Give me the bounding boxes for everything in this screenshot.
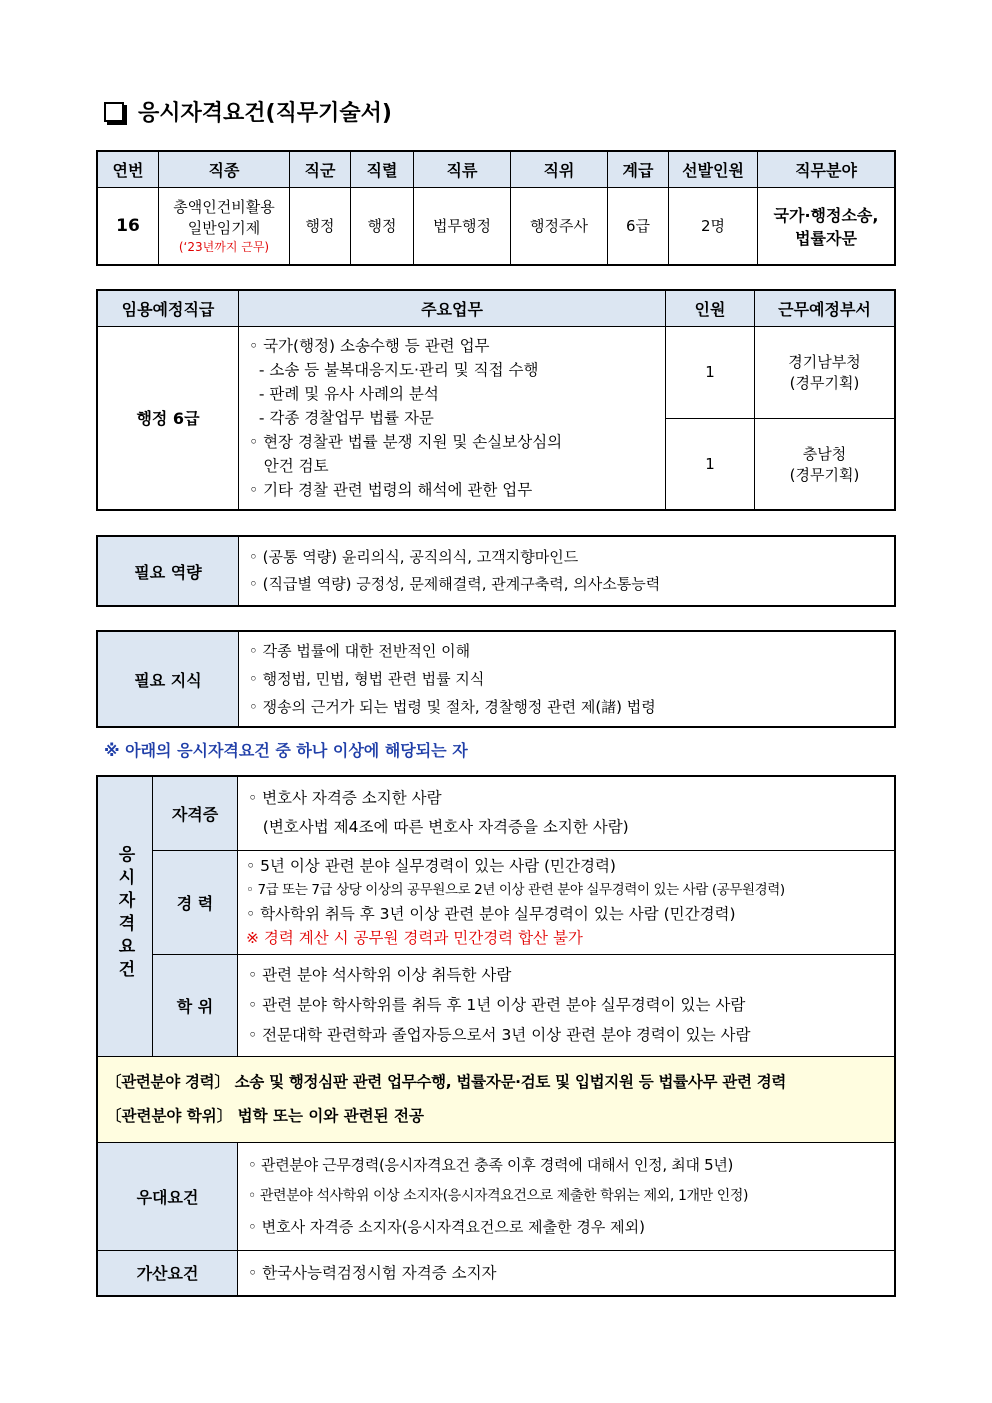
cell-duties	[239, 326, 666, 510]
career-items	[238, 850, 896, 954]
duty-item: - 소송 등 불복대응지도·관리 및 직접 수행	[249, 360, 539, 379]
header-type: 직종	[159, 151, 290, 187]
duty-item: - 판례 및 유사 사례의 분석	[249, 384, 439, 403]
qualification-label-text: 응시자격요건	[114, 845, 135, 984]
related-career: 〔관련분야 경력〕 소송 및 행정심판 관련 업무수행, 법률자문·검토 및 입법지원 등 법률사무 관련 경력	[106, 1073, 787, 1091]
cell-series: 행정	[351, 187, 414, 265]
license-label: 자격증	[153, 776, 238, 850]
preference-items	[238, 1142, 896, 1250]
knowledge-item: ◦ 각종 법률에 대한 전반적인 이해	[249, 642, 471, 660]
checkbox-icon	[104, 102, 124, 122]
qualification-note: ※ 아래의 응시자격요건 중 하나 이상에 해당되는 자	[104, 741, 468, 760]
preference-item: ◦ 변호사 자격증 소지자(응시자격요건으로 제출한 경우 제외)	[248, 1217, 645, 1236]
cell-appoint-grade: 행정 6급	[97, 326, 239, 510]
career-item: ◦ 5년 이상 관련 분야 실무경력이 있는 사람 (민간경력)	[246, 857, 616, 875]
duty-item: ◦ 국가(행정) 소송수행 등 관련 업무	[249, 336, 490, 355]
page-title-text: 응시자격요건(직무기술서)	[138, 101, 392, 126]
header-series: 직렬	[351, 151, 414, 187]
dept2-line1: 충남청	[802, 444, 847, 463]
duty-item: 안건 검토	[249, 456, 329, 475]
degree-items	[238, 954, 896, 1056]
header-grade: 계급	[608, 151, 669, 187]
cell-no: 16	[97, 187, 159, 265]
career-item: ◦ 7급 또는 7급 상당 이상의 공무원으로 2년 이상 관련 분야 실무경력이 있는 사람 (공무원경력)	[246, 882, 785, 898]
type-line1: 총액인건비활용	[173, 198, 275, 217]
duty-table	[96, 289, 896, 511]
bonus-item: ◦ 한국사능력검정시험 자격증 소지자	[248, 1263, 497, 1282]
degree-label: 학 위	[153, 954, 238, 1056]
cell-position: 행정주사	[511, 187, 608, 265]
type-note: (‘23년까지 근무)	[178, 240, 270, 255]
qualification-label	[97, 776, 153, 1056]
page-title	[104, 96, 392, 127]
cell-type	[159, 187, 290, 265]
field-line1: 국가·행정소송,	[773, 205, 879, 225]
type-line2: 일반임기제	[187, 219, 261, 238]
preference-item: ◦ 관련분야 석사학위 이상 소지자(응시자격요건으로 제출한 학위는 제외, 1개만 인정)	[248, 1187, 749, 1204]
cell-grade: 6급	[608, 187, 669, 265]
cell-count: 2명	[669, 187, 758, 265]
cell-group: 행정	[290, 187, 351, 265]
knowledge-table	[96, 630, 896, 728]
duty-item: ◦ 현장 경찰관 법률 분쟁 지원 및 손실보상심의	[249, 432, 563, 451]
header-duties: 주요업무	[239, 290, 666, 326]
header-field: 직무분야	[758, 151, 896, 187]
duty-item: ◦ 기타 경찰 관련 법령의 해석에 관한 업무	[249, 480, 533, 499]
header-no: 연번	[97, 151, 159, 187]
career-label: 경 력	[153, 850, 238, 954]
competency-label: 필요 역량	[97, 536, 239, 606]
bonus-items	[238, 1250, 896, 1296]
related-degree: 〔관련분야 학위〕 법학 또는 이와 관련된 전공	[106, 1107, 424, 1125]
license-item: ◦ 변호사 자격증 소지한 사람	[248, 789, 442, 808]
position-table	[96, 150, 896, 266]
header-count: 선발인원	[669, 151, 758, 187]
knowledge-item: ◦ 행정법, 민법, 형법 관련 법률 지식	[249, 670, 485, 688]
degree-item: ◦ 관련 분야 학사학위를 취득 후 1년 이상 관련 분야 실무경력이 있는 사람	[248, 996, 746, 1014]
competency-table	[96, 535, 896, 607]
competency-item: ◦ (직급별 역량) 긍정성, 문제해결력, 관계구축력, 의사소통능력	[249, 575, 661, 593]
qualification-table	[96, 775, 896, 1297]
bonus-label: 가산요건	[97, 1250, 238, 1296]
header-group: 직군	[290, 151, 351, 187]
career-warning: ※ 경력 계산 시 공무원 경력과 민간경력 합산 불가	[246, 929, 583, 947]
competency-items	[239, 536, 896, 606]
header-position: 직위	[511, 151, 608, 187]
duty-item: - 각종 경찰업무 법률 자문	[249, 408, 434, 427]
license-item: (변호사법 제4조에 따른 변호사 자격증을 소지한 사람)	[248, 818, 629, 837]
preference-label: 우대요건	[97, 1142, 238, 1250]
header-persons: 인원	[666, 290, 755, 326]
knowledge-label: 필요 지식	[97, 631, 239, 727]
cell-class: 법무행정	[414, 187, 511, 265]
dept2-line2: (경무기획)	[789, 465, 860, 484]
preference-item: ◦ 관련분야 근무경력(응시자격요건 충족 이후 경력에 대해서 인정, 최대 5년)	[248, 1155, 734, 1174]
cell-dept2	[755, 418, 896, 510]
cell-field	[758, 187, 896, 265]
cell-dept1	[755, 326, 896, 418]
header-appoint-grade: 임용예정직급	[97, 290, 239, 326]
related-field-box	[97, 1056, 895, 1142]
dept1-line2: (경무기획)	[789, 374, 860, 392]
knowledge-item: ◦ 쟁송의 근거가 되는 법령 및 절차, 경찰행정 관련 제(諸) 법령	[249, 698, 656, 716]
license-items	[238, 776, 896, 850]
degree-item: ◦ 관련 분야 석사학위 이상 취득한 사람	[248, 966, 512, 984]
cell-dept1-count: 1	[666, 326, 755, 418]
header-dept: 근무예정부서	[755, 290, 896, 326]
competency-item: ◦ (공통 역량) 윤리의식, 공직의식, 고객지향마인드	[249, 548, 579, 566]
header-class: 직류	[414, 151, 511, 187]
field-line2: 법률자문	[795, 228, 857, 248]
degree-item: ◦ 전문대학 관련학과 졸업자등으로서 3년 이상 관련 분야 경력이 있는 사람	[248, 1026, 751, 1044]
dept1-line1: 경기남부청	[788, 353, 861, 371]
cell-dept2-count: 1	[666, 418, 755, 510]
knowledge-items	[239, 631, 896, 727]
career-item: ◦ 학사학위 취득 후 3년 이상 관련 분야 실무경력이 있는 사람 (민간경력)	[246, 905, 736, 923]
